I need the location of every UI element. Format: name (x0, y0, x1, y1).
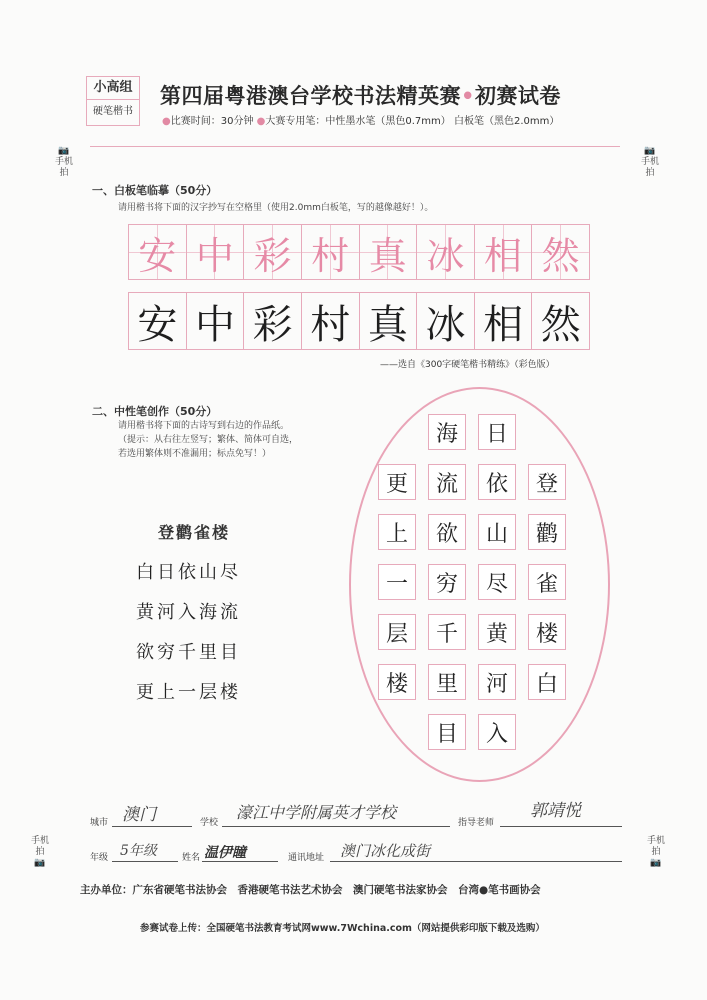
trace-cell: 然 (532, 225, 589, 279)
grid-cell: 山 (478, 514, 516, 550)
grid-cell: 里 (428, 664, 466, 700)
address-field-line (330, 861, 622, 862)
title-tail: 初赛试卷 (474, 84, 561, 108)
grid-cell: 黄 (478, 614, 516, 650)
city-value[interactable]: 澳门 (122, 805, 156, 825)
write-cell: 然 (540, 301, 581, 348)
write-cell: 中 (187, 293, 245, 349)
write-cell: 相 (475, 293, 533, 349)
grid-cell: 海 (428, 414, 466, 450)
pens-text: 大赛专用笔：中性墨水笔（黑色0.7mm） 白板笔（黑色2.0mm） (265, 116, 560, 127)
grid-cell: 楼 (528, 614, 566, 650)
grid-cell: 楼 (378, 664, 416, 700)
group-label: 小高组 (87, 77, 139, 100)
name-value[interactable]: 温伊瞳 (204, 845, 246, 861)
poem-title: 登鹳雀楼 (158, 523, 231, 542)
trace-cell: 村 (302, 225, 360, 279)
poem-line: 欲穷千里目 (136, 642, 241, 663)
school-field-line (222, 826, 450, 827)
trace-cell: 安 (129, 225, 187, 279)
address-value[interactable]: 澳门冰化成街 (340, 842, 431, 860)
grade-field-line (112, 861, 178, 862)
grid-cell: 入 (478, 714, 516, 750)
grid-cell: 目 (428, 714, 466, 750)
teacher-field-line (500, 826, 622, 827)
trace-cell: 中 (187, 225, 245, 279)
poem-line: 白日依山尽 (136, 562, 241, 583)
trace-row (128, 224, 590, 280)
grid-cell: 雀 (528, 564, 566, 600)
header-divider (90, 146, 620, 147)
trace-cell: 真 (360, 225, 418, 279)
bullet-icon: ● (162, 116, 171, 127)
grid-cell: 尽 (478, 564, 516, 600)
grid-cell: 流 (428, 464, 466, 500)
grid-cell: 欲 (428, 514, 466, 550)
write-cell: 彩 (244, 293, 302, 349)
organizers: 主办单位：广东省硬笔书法协会 香港硬笔书法艺术协会 澳门硬笔书法家协会 台湾●笔书画协会 (80, 884, 541, 896)
write-row (128, 292, 590, 350)
section1-title: 一、白板笔临摹（50分） (92, 184, 218, 197)
name-label: 姓名 (182, 853, 201, 863)
grid-cell: 鹳 (528, 514, 566, 550)
write-cell: 冰 (417, 293, 475, 349)
trace-cell: 彩 (244, 225, 302, 279)
poem-line: 更上一层楼 (136, 682, 241, 703)
group-badge (86, 76, 140, 126)
city-field-line (112, 826, 192, 827)
write-cell: 安 (129, 293, 187, 349)
school-label: 学校 (200, 818, 219, 828)
grid-cell: 白 (528, 664, 566, 700)
grid-cell: 河 (478, 664, 516, 700)
grid-cell: 一 (378, 564, 416, 600)
section1-instruction: 请用楷书将下面的汉字抄写在空格里（使用2.0mm白板笔，写的越像越好！）。 (118, 203, 434, 213)
school-value[interactable]: 濠江中学附属英才学校 (236, 803, 397, 822)
grid-cell: 层 (378, 614, 416, 650)
grid-cell: 千 (428, 614, 466, 650)
section2-title: 二、中性笔创作（50分） (92, 405, 218, 418)
trace-cell: 冰 (417, 225, 475, 279)
write-cell: 真 (360, 293, 418, 349)
grid-cell: 更 (378, 464, 416, 500)
title-main: 第四届粤港澳台学校书法精英赛 (160, 84, 461, 108)
trace-cell: 相 (475, 225, 533, 279)
write-cell: 村 (302, 293, 360, 349)
grid-cell: 穷 (428, 564, 466, 600)
grid-cell: 日 (478, 414, 516, 450)
upload-note: 参赛试卷上传：全国硬笔书法教育考试网www.7Wchina.com（网站提供彩印版下载及选购） (140, 923, 545, 934)
section2-instruction-2: （提示：从右往左竖写；繁体、简体可自选， (118, 435, 299, 445)
grid-cell: 依 (478, 464, 516, 500)
teacher-value[interactable]: 郭靖悦 (530, 801, 581, 821)
camera-icon: 📷 手机拍 (54, 146, 73, 178)
exam-subtitle (162, 112, 559, 127)
section2-instruction-1: 请用楷书将下面的古诗写到右边的作品纸。 (118, 421, 290, 431)
group-sublabel: 硬笔楷书 (93, 106, 133, 117)
grade-value[interactable]: 5年级 (120, 843, 157, 859)
grid-cell: 上 (378, 514, 416, 550)
camera-icon: 📷 手机拍 (640, 146, 659, 178)
address-label: 通讯地址 (288, 853, 325, 863)
camera-icon: 手机拍 📷 (646, 836, 665, 868)
teacher-label: 指导老师 (458, 818, 495, 828)
section2-instruction-3: 若选用繁体则不准漏用；标点免写！） (118, 449, 272, 459)
poem-line: 黄河入海流 (136, 602, 241, 623)
grid-cell: 登 (528, 464, 566, 500)
time-text: 比赛时间：30分钟 (170, 116, 254, 127)
grade-label: 年级 (90, 853, 109, 863)
source-citation: ——选自《300字硬笔楷书精练》（彩色版） (380, 360, 555, 370)
exam-title (160, 80, 561, 110)
city-label: 城市 (90, 818, 109, 828)
camera-icon: 手机拍 📷 (30, 836, 49, 868)
bullet-icon: ● (256, 116, 266, 127)
title-dot: • (461, 84, 475, 108)
